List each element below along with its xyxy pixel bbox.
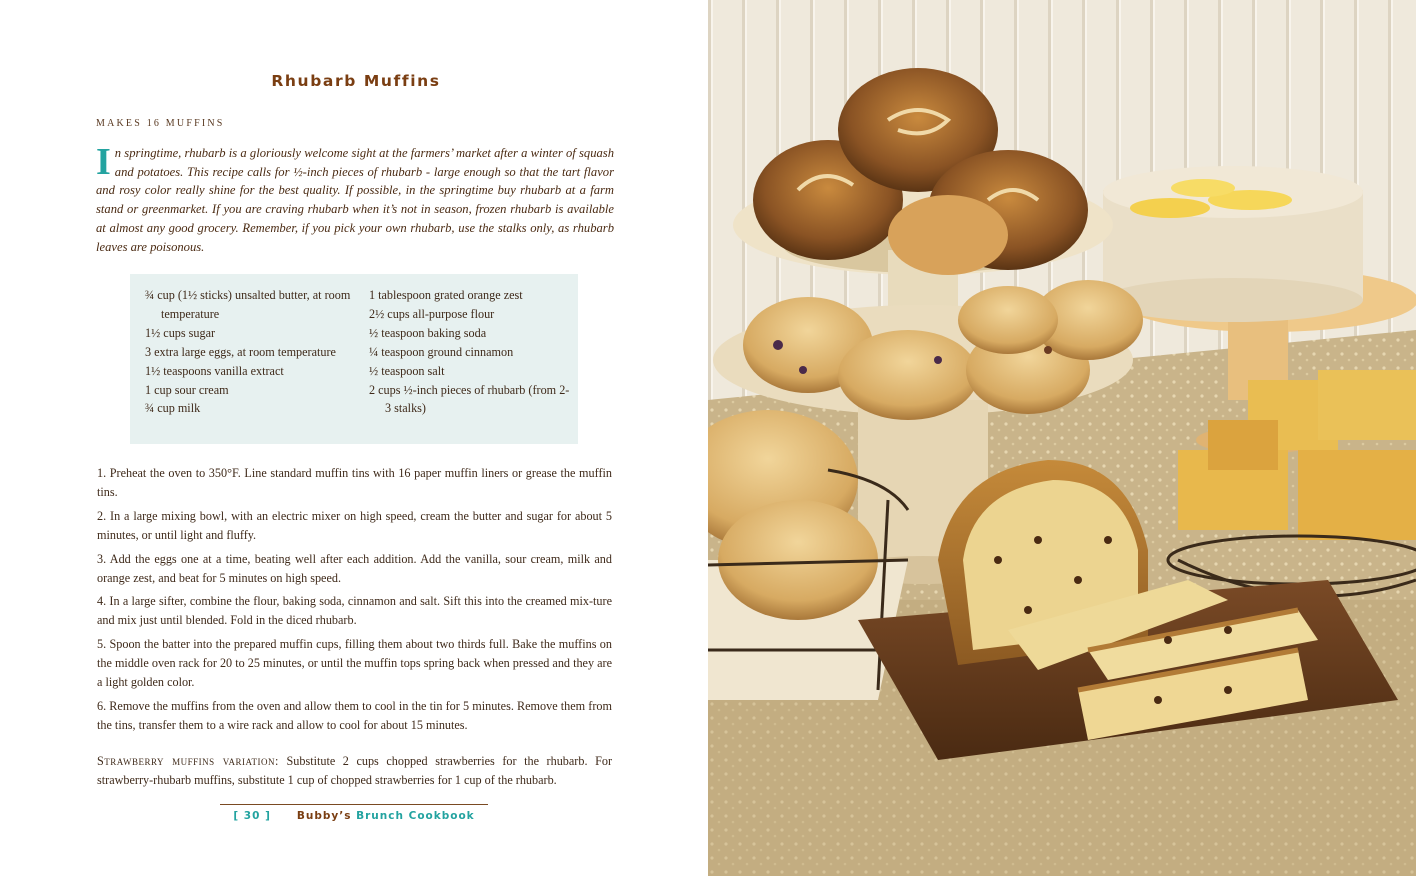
step-2: 2. In a large mixing bowl, with an electric mixer on high speed, cream the butter and sugar for about 5 minutes, or until light and fluffy. [97, 508, 612, 542]
recipe-yield: MAKES 16 MUFFINS [96, 118, 225, 129]
ingredient-item: 2 cups ½-inch pieces of rhubarb (from 2-3 stalks) [369, 382, 570, 416]
ingredients-left-column [145, 286, 355, 418]
food-photo [708, 0, 1416, 876]
ingredient-item: ¼ teaspoon ground cinnamon [369, 344, 514, 359]
footer-rule [220, 804, 488, 805]
ingredients-box [130, 274, 578, 444]
step-6: 6. Remove the muffins from the oven and allow them to cool in the tin for 5 minutes. Remove them from the tins, transfer them to a wire rack and allow to cool for about 15 minutes. [97, 698, 612, 732]
page-footer [220, 810, 488, 822]
ingredient-item: 1 cup sour cream [145, 382, 229, 397]
book-title-part-b: Brunch Cookbook [356, 810, 475, 822]
ingredients-right-column [369, 286, 574, 418]
recipe-variation [97, 752, 612, 790]
variation-label: Strawberry muffins variation: [97, 754, 279, 768]
step-3: 3. Add the eggs one at a time, beating well after each addition. Add the vanilla, sour cream, milk and orange zest, and beat for 5 minutes on high speed. [97, 551, 612, 585]
ingredient-item: 2½ cups all-purpose flour [369, 306, 495, 321]
ingredient-item: ¾ cup (1½ sticks) unsalted butter, at room temperature [145, 288, 351, 321]
step-1: 1. Preheat the oven to 350°F. Line standard muffin tins with 16 paper muffin liners or grease the muffin tins. [97, 466, 612, 499]
page-number: [ 30 ] [233, 810, 271, 822]
step-4: 4. In a large sifter, combine the flour, baking soda, cinnamon and salt. Sift this into the creamed mix-ture and mix just until blended. Fold in the diced rhubarb. [97, 594, 612, 628]
book-title-part-a: Bubby’s [296, 810, 357, 822]
step-5: 5. Spoon the batter into the prepared muffin cups, filling them about two thirds full. Bake the muffins on the middle oven rack for 20 to 25 minutes, or until the muffin tops spring back when pressed and they are a light golden color. [97, 637, 612, 690]
ingredient-item: 3 extra large eggs, at room temperature [145, 344, 336, 359]
ingredient-item: ¾ cup milk [145, 401, 201, 416]
ingredient-item: 1½ teaspoons vanilla extract [145, 363, 284, 378]
recipe-intro [96, 141, 614, 256]
ingredient-item: ½ teaspoon baking soda [369, 325, 487, 340]
baked-goods-illustration [708, 0, 1416, 876]
ingredient-item: 1 tablespoon grated orange zest [369, 288, 523, 302]
variation-text: Substitute 2 cups chopped strawberries for the rhubarb. For strawberry-rhubarb muffins, substitute 1 cup of chopped strawberries for 1 cup of the rhubarb. [97, 754, 612, 787]
intro-dropcap: I [96, 141, 111, 183]
ingredient-item: ½ teaspoon salt [369, 363, 445, 378]
intro-text: n springtime, rhubarb is a gloriously welcome sight at the farmers’ market after a winter of squash and potatoes. This recipe calls for ½-inch pieces of rhubarb - large enough so that the tart flavor and rosy color really shine for the best quality. If possible, in the springtime buy rhubarb at a farm stand or greenmarket. If you are craving rhubarb when it’s not in season, frozen rhubarb is available at almost any good grocery. Remember, if you pick your own rhubarb, use the stalks only, as rhubarb leaves are poisonous. [96, 146, 614, 254]
recipe-steps [97, 464, 612, 740]
ingredient-item: 1½ cups sugar [145, 325, 216, 340]
recipe-title: Rhubarb Muffins [271, 72, 441, 90]
